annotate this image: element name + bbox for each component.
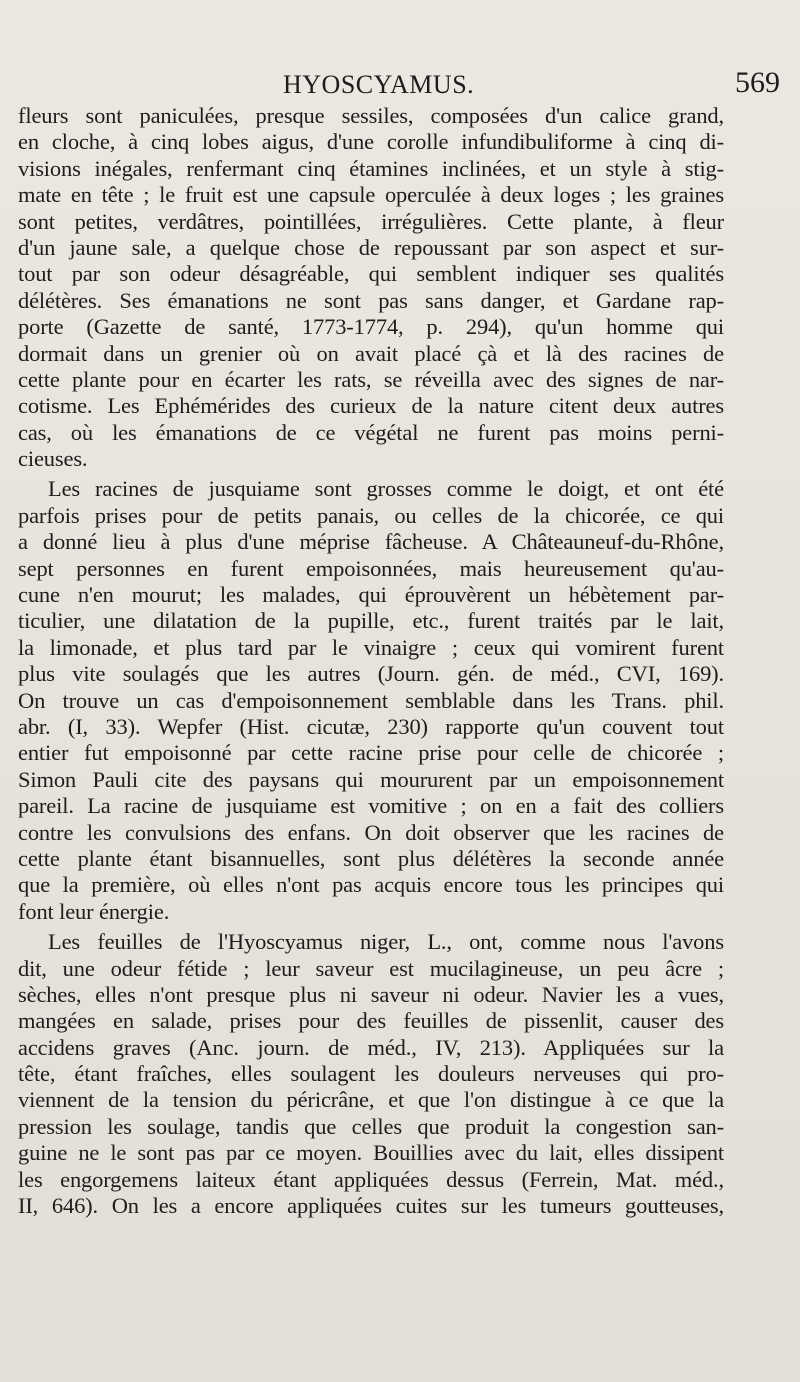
text-line: pareil. La racine de jusquiame est vomitive ; on en a fait des colliers [18,793,724,819]
text-line: cette plante pour en écarter les rats, se réveilla avec des signes de nar- [18,366,724,392]
paragraph [18,103,724,472]
text-line: visions inégales, renfermant cinq étamines inclinées, et un style à stig- [18,155,724,181]
text-line: cette plante étant bisannuelles, sont plus délétères la seconde année [18,845,724,871]
text-line: la limonade, et plus tard par le vinaigre ; ceux qui vomirent furent [18,634,724,660]
text-line: contre les convulsions des enfans. On doit observer que les racines de [18,819,724,845]
text-line: accidens graves (Anc. journ. de méd., IV, 213). Appliquées sur la [18,1034,724,1060]
text-line: II, 646). On les a encore appliquées cuites sur les tumeurs goutteuses, [18,1193,724,1219]
text-line: fleurs sont paniculées, presque sessiles, composées d'un calice grand, [18,103,724,128]
text-line: tout par son odeur désagréable, qui semblent indiquer ses qualités [18,261,724,287]
text-line: abr. (I, 33). Wepfer (Hist. cicutæ, 230) rapporte qu'un couvent tout [18,713,724,739]
text-line: sept personnes en furent empoisonnées, mais heureusement qu'au- [18,555,724,581]
text-line: viennent de la tension du péricrâne, et que l'on distingue à ce que la [18,1087,724,1113]
text-line: que la première, où elles n'ont pas acquis encore tous les principes qui [18,872,724,898]
text-line: sèches, elles n'ont presque plus ni saveur ni odeur. Navier les a vues, [18,981,724,1007]
text-line: plus vite soulagés que les autres (Journ. gén. de méd., CVI, 169). [18,661,724,687]
text-line: cas, où les émanations de ce végétal ne furent pas moins perni- [18,419,724,445]
text-line: délétères. Ses émanations ne sont pas sans danger, et Gardane rap- [18,287,724,313]
text-line: On trouve un cas d'empoisonnement semblable dans les Trans. phil. [18,687,724,713]
text-line: dit, une odeur fétide ; leur saveur est mucilagineuse, un peu âcre ; [18,955,724,981]
text-line: les engorgemens laiteux étant appliquées dessus (Ferrein, Mat. méd., [18,1166,724,1192]
text-line: Les racines de jusquiame sont grosses comme le doigt, et ont été [48,476,724,502]
text-line: guine ne le sont pas par ce moyen. Bouillies avec du lait, elles dissipent [18,1140,724,1166]
text-line: cotisme. Les Ephémérides des curieux de la nature citent deux autres [18,393,724,419]
text-line: en cloche, à cinq lobes aigus, d'une corolle infundibuliforme à cinq di- [18,129,724,155]
text-line: d'un jaune sale, a quelque chose de repoussant par son aspect et sur- [18,234,724,260]
running-title: HYOSCYAMUS. [283,70,475,99]
page-number: 569 [735,66,780,99]
text-line: mangées en salade, prises pour des feuilles de pissenlit, causer des [18,1008,724,1034]
paragraph [18,476,724,925]
text-line: sont petites, verdâtres, pointillées, irrégulières. Cette plante, à fleur [18,208,724,234]
text-line: porte (Gazette de santé, 1773-1774, p. 294), qu'un homme qui [18,314,724,340]
text-line: ticulier, une dilatation de la pupille, etc., furent traités par le lait, [18,608,724,634]
paragraph [18,929,724,1219]
page-header [20,64,780,104]
text-line: entier fut empoisonné par cette racine prise pour celle de chicorée ; [18,740,724,766]
text-line: Les feuilles de l'Hyoscyamus niger, L., ont, comme nous l'avons [48,929,724,955]
text-line: cieuses. [18,446,88,472]
body-text [18,103,724,1219]
text-line: a donné lieu à plus d'une méprise fâcheuse. A Châteauneuf-du-Rhône, [18,529,724,555]
text-line: Simon Pauli cite des paysans qui moururent par un empoisonnement [18,766,724,792]
text-line: parfois prises pour de petits panais, ou celles de la chicorée, ce qui [18,502,724,528]
text-line: cune n'en mourut; les malades, qui éprouvèrent un hébètement par- [18,582,724,608]
text-line: font leur énergie. [18,898,170,924]
text-line: pression les soulage, tandis que celles que produit la congestion san- [18,1113,724,1139]
text-line: dormait dans un grenier où on avait placé çà et là des racines de [18,340,724,366]
text-line: mate en tête ; le fruit est une capsule operculée à deux loges ; les graines [18,182,724,208]
text-line: tête, étant fraîches, elles soulagent les douleurs nerveuses qui pro- [18,1061,724,1087]
